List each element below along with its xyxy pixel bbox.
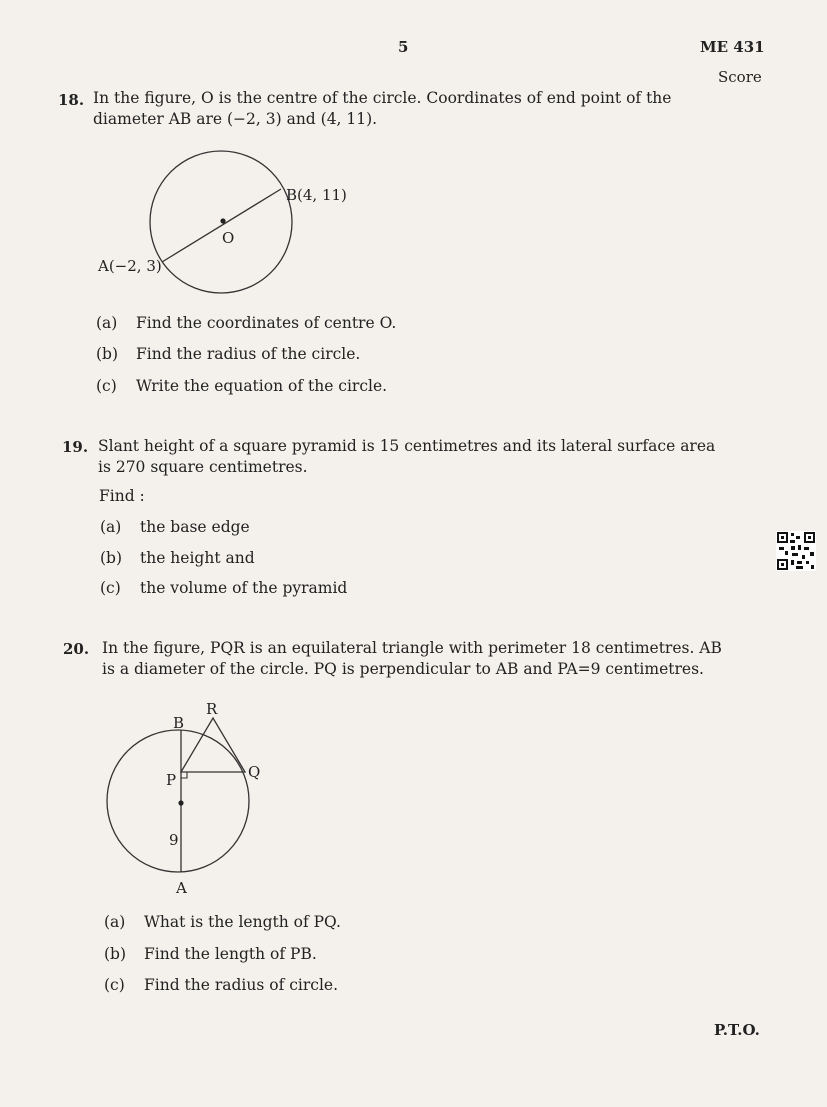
q18-part-a-text: Find the coordinates of centre O. [136,314,397,332]
q20-part-a-label: (a) [104,913,126,931]
q20-part-b-label: (b) [104,945,127,963]
q19-part-b-label: (b) [100,549,123,567]
q19-part-c-text: the volume of the pyramid [140,579,348,597]
paper-code: ME 431 [700,38,765,56]
qr-code-icon [776,531,816,571]
q20-right-angle-mark [181,772,187,778]
q19-part-b-text: the height and [140,549,255,567]
q18-part-b [96,345,360,363]
q18-part-b-label: (b) [96,345,119,363]
q20-label-r: R [206,700,218,718]
q19-text: Slant height of a square pyramid is 15 centimetres and its lateral surface area is 270 square centimetres. [98,437,716,476]
q20-label-a: A [176,879,187,897]
q18-part-c-label: (c) [96,377,117,395]
q20-text: In the figure, PQR is an equilateral triangle with perimeter 18 centimetres. AB is a diameter of the circle. PQ is perpendicular to AB and PA=9 centimetres. [102,639,722,678]
q20-label-b: B [173,714,185,732]
q20-circle [107,730,249,872]
q20-circle-figure [100,695,280,900]
q20-part-c [104,976,338,994]
score-label: Score [718,68,762,86]
page-number: 5 [398,38,409,56]
q18-text: In the figure, O is the centre of the circle. Coordinates of end point of the diameter AB are (−2, 3) and (4, 11). [93,89,672,128]
q18-part-a [96,314,396,332]
q19-part-b [100,549,255,567]
q18-part-a-label: (a) [96,314,118,332]
q18-part-c [96,377,387,395]
q18-label-a: A(−2, 3) [98,257,162,275]
q18-number: 18. [58,91,85,109]
q19-number: 19. [62,438,89,456]
q19-part-a-label: (a) [100,518,122,536]
q19-part-c [100,579,347,597]
q18-diameter-ab [162,189,281,262]
q20-label-q: Q [248,763,261,781]
q20-centre-point [178,800,183,805]
q19-part-a [100,518,250,536]
pto-label: P.T.O. [714,1021,760,1039]
q19-part-c-label: (c) [100,579,121,597]
q18-label-b: B(4, 11) [286,186,347,204]
q20-part-b [104,945,317,963]
q19-part-a-text: the base edge [140,518,250,536]
q20-label-9: 9 [169,831,179,849]
q20-number: 20. [63,640,90,658]
q20-part-a-text: What is the length of PQ. [144,913,341,931]
q19-find-label: Find : [99,487,145,505]
q20-label-p: P [166,771,177,789]
q18-label-o: O [222,229,235,247]
q18-part-b-text: Find the radius of the circle. [136,345,361,363]
q18-centre-point [220,218,225,223]
q20-part-a [104,913,341,931]
q20-part-b-text: Find the length of PB. [144,945,317,963]
q18-part-c-text: Write the equation of the circle. [136,377,388,395]
q20-part-c-label: (c) [104,976,125,994]
q18-circle-figure [90,140,360,305]
q20-part-c-text: Find the radius of circle. [144,976,339,994]
q20-triangle-pqr [181,718,245,772]
